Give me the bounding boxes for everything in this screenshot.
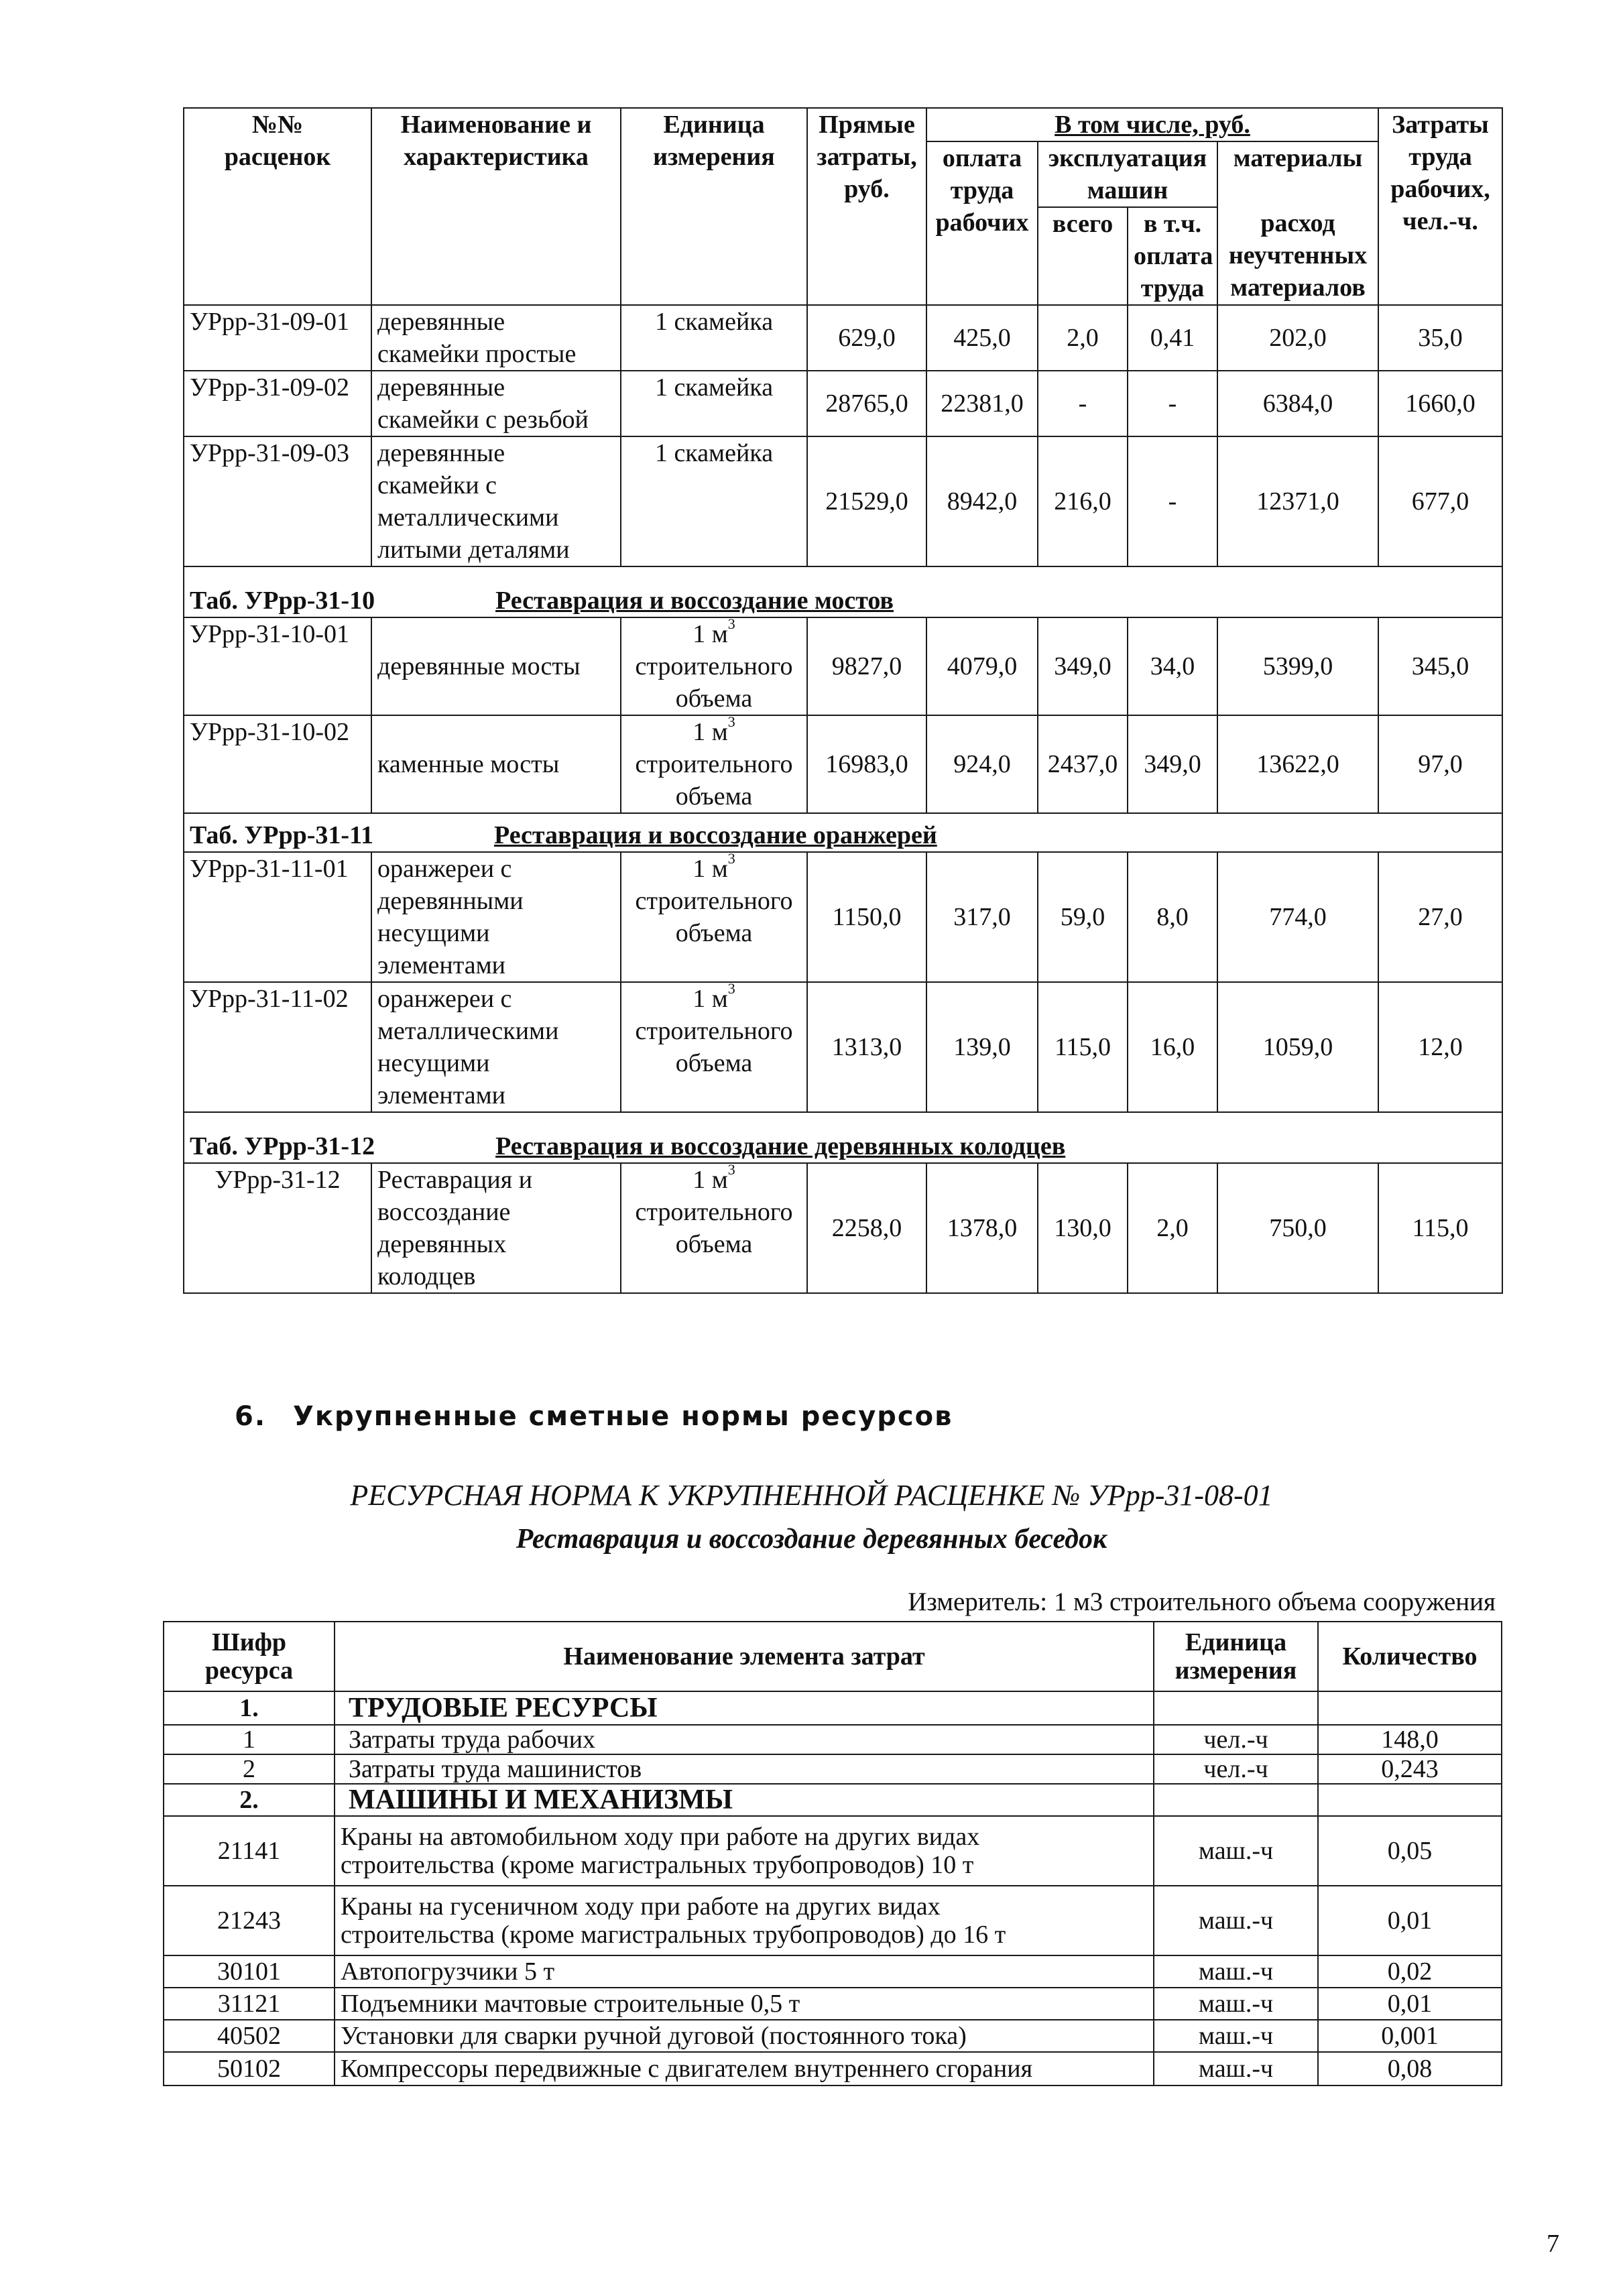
table-row	[184, 617, 1502, 715]
header-incl: В том числе, руб.	[926, 108, 1378, 141]
header-machines: эксплуатация машин	[1038, 141, 1217, 207]
rate-materials: 202,0	[1217, 305, 1378, 371]
group-number: 1.	[164, 1691, 335, 1725]
rate-unit: 1 скамейка	[621, 305, 807, 371]
table-row	[164, 1988, 1502, 2020]
resource-unit: чел.-ч	[1154, 1754, 1318, 1784]
rate-name: деревянные скамейки с резьбой	[371, 371, 621, 436]
table-section-row	[184, 813, 1502, 852]
resource-qty: 0,01	[1318, 1886, 1502, 1955]
rate-code: УРрр-31-12	[184, 1163, 371, 1293]
rates-table	[183, 107, 1503, 1294]
rate-machines-pay: 16,0	[1128, 982, 1217, 1112]
rate-machines: 59,0	[1038, 852, 1128, 982]
rate-pay: 317,0	[926, 852, 1038, 982]
resource-norm-meter: Измеритель: 1 м3 строительного объема сооружения	[908, 1587, 1496, 1616]
resource-qty: 148,0	[1318, 1725, 1502, 1754]
table-row	[184, 715, 1502, 813]
rate-code: УРрр-31-09-03	[184, 436, 371, 566]
rate-code: УРрр-31-11-01	[184, 852, 371, 982]
resource-unit: маш.-ч	[1154, 1955, 1318, 1988]
rate-pay: 4079,0	[926, 617, 1038, 715]
resource-unit: маш.-ч	[1154, 2020, 1318, 2052]
rate-labor: 12,0	[1378, 982, 1502, 1112]
rate-machines-pay: 34,0	[1128, 617, 1217, 715]
table-row	[164, 2052, 1502, 2086]
resource-unit: маш.-ч	[1154, 1988, 1318, 2020]
header-unit: Единица измерения	[621, 108, 807, 305]
rate-pay: 1378,0	[926, 1163, 1038, 1293]
rate-machines-pay: 0,41	[1128, 305, 1217, 371]
header-materials: материалы	[1217, 141, 1378, 207]
header-unit: Единица измерения	[1154, 1622, 1318, 1691]
table-row	[164, 1754, 1502, 1784]
empty-cell	[1318, 1784, 1502, 1816]
resource-name: Автопогрузчики 5 т	[335, 1955, 1154, 1988]
table-row	[184, 371, 1502, 436]
section-heading: 6. Укрупненные сметные нормы ресурсов	[235, 1401, 953, 1432]
rate-labor: 97,0	[1378, 715, 1502, 813]
rate-materials: 1059,0	[1217, 982, 1378, 1112]
rate-name: оранжереи с металлическими несущими элементами	[371, 982, 621, 1112]
rate-pay: 425,0	[926, 305, 1038, 371]
resource-name: Краны на гусеничном ходу при работе на других видах строительства (кроме магистральных трубопроводов) до 16 т	[335, 1886, 1154, 1955]
resource-unit: маш.-ч	[1154, 2052, 1318, 2086]
resource-unit: маш.-ч	[1154, 1886, 1318, 1955]
resource-qty: 0,243	[1318, 1754, 1502, 1784]
rate-pay: 8942,0	[926, 436, 1038, 566]
table-row	[164, 1886, 1502, 1955]
rate-unit: 1 $м^3$ строительного объема	[621, 617, 807, 715]
rate-unit: 1 $м^3$ строительного объема	[621, 982, 807, 1112]
table-row	[164, 1725, 1502, 1754]
rate-materials: 6384,0	[1217, 371, 1378, 436]
header-code: №№ расценок	[184, 108, 371, 305]
resource-name: Затраты труда рабочих	[335, 1725, 1154, 1754]
rate-machines: -	[1038, 371, 1128, 436]
rate-machines-pay: 2,0	[1128, 1163, 1217, 1293]
table-row	[184, 1163, 1502, 1293]
header-machines-pay: в т.ч. оплата труда	[1128, 207, 1217, 305]
rate-pay: 139,0	[926, 982, 1038, 1112]
resource-norm-table	[163, 1621, 1502, 2086]
resource-name: Подъемники мачтовые строительные 0,5 т	[335, 1988, 1154, 2020]
rate-pay: 22381,0	[926, 371, 1038, 436]
rate-name: каменные мосты	[371, 715, 621, 813]
rate-name: деревянные мосты	[371, 617, 621, 715]
rate-labor: 345,0	[1378, 617, 1502, 715]
header-quantity: Количество	[1318, 1622, 1502, 1691]
rate-direct: 1313,0	[807, 982, 926, 1112]
header-name: Наименование и характеристика	[371, 108, 621, 305]
table-section-heading: Таб. УРрр-31-11 Реставрация и воссоздание оранжерей	[184, 813, 1502, 852]
group-row	[164, 1691, 1502, 1725]
rate-labor: 1660,0	[1378, 371, 1502, 436]
rate-code: УРрр-31-10-02	[184, 715, 371, 813]
rate-labor: 115,0	[1378, 1163, 1502, 1293]
resource-code: 21141	[164, 1816, 335, 1886]
resource-name: Компрессоры передвижные с двигателем внутреннего сгорания	[335, 2052, 1154, 2086]
header-direct: Прямые затраты, руб.	[807, 108, 926, 305]
table-section-row	[184, 1112, 1502, 1163]
resource-code: 2	[164, 1754, 335, 1784]
rate-code: УРрр-31-10-01	[184, 617, 371, 715]
header-element-name: Наименование элемента затрат	[335, 1622, 1154, 1691]
rate-materials: 750,0	[1217, 1163, 1378, 1293]
rate-direct: 629,0	[807, 305, 926, 371]
resource-name: Установки для сварки ручной дуговой (постоянного тока)	[335, 2020, 1154, 2052]
rate-machines: 2,0	[1038, 305, 1128, 371]
resource-code: 30101	[164, 1955, 335, 1988]
resource-code: 1	[164, 1725, 335, 1754]
group-title: МАШИНЫ И МЕХАНИЗМЫ	[335, 1784, 1154, 1816]
table-row	[164, 1955, 1502, 1988]
rate-unit: 1 $м^3$ строительного объема	[621, 1163, 807, 1293]
rate-machines: 349,0	[1038, 617, 1128, 715]
rate-direct: 21529,0	[807, 436, 926, 566]
rate-machines-pay: 8,0	[1128, 852, 1217, 982]
page-number: 7	[1547, 2230, 1559, 2258]
rate-machines: 115,0	[1038, 982, 1128, 1112]
empty-cell	[1154, 1691, 1318, 1725]
rate-machines: 2437,0	[1038, 715, 1128, 813]
group-title: ТРУДОВЫЕ РЕСУРСЫ	[335, 1691, 1154, 1725]
table-row	[184, 436, 1502, 566]
resource-name: Затраты труда машинистов	[335, 1754, 1154, 1784]
table-section-row	[184, 566, 1502, 617]
resource-qty: 0,001	[1318, 2020, 1502, 2052]
rate-machines-pay: 349,0	[1128, 715, 1217, 813]
rate-materials: 5399,0	[1217, 617, 1378, 715]
rate-direct: 28765,0	[807, 371, 926, 436]
empty-cell	[1318, 1691, 1502, 1725]
group-row	[164, 1784, 1502, 1816]
rate-direct: 16983,0	[807, 715, 926, 813]
rate-pay: 924,0	[926, 715, 1038, 813]
table-section-heading: Таб. УРрр-31-10 Реставрация и воссоздание мостов	[184, 566, 1502, 617]
resource-code: 21243	[164, 1886, 335, 1955]
table-section-heading: Таб. УРрр-31-12 Реставрация и воссоздание деревянных колодцев	[184, 1112, 1502, 1163]
header-resource-code: Шифр ресурса	[164, 1622, 335, 1691]
rate-materials: 12371,0	[1217, 436, 1378, 566]
resource-code: 40502	[164, 2020, 335, 2052]
rate-labor: 27,0	[1378, 852, 1502, 982]
rate-materials: 13622,0	[1217, 715, 1378, 813]
rate-code: УРрр-31-09-02	[184, 371, 371, 436]
resource-unit: чел.-ч	[1154, 1725, 1318, 1754]
rate-machines: 216,0	[1038, 436, 1128, 566]
table-row	[164, 1816, 1502, 1886]
rate-code: УРрр-31-11-02	[184, 982, 371, 1112]
rate-materials: 774,0	[1217, 852, 1378, 982]
resource-qty: 0,05	[1318, 1816, 1502, 1886]
resource-qty: 0,01	[1318, 1988, 1502, 2020]
empty-cell	[1154, 1784, 1318, 1816]
resource-name: Краны на автомобильном ходу при работе на других видах строительства (кроме магистральных трубопроводов) 10 т	[335, 1816, 1154, 1886]
resource-norm-subtitle: Реставрация и воссоздание деревянных беседок	[516, 1524, 1107, 1555]
rate-unit: 1 скамейка	[621, 371, 807, 436]
rate-machines-pay: -	[1128, 371, 1217, 436]
resource-qty: 0,08	[1318, 2052, 1502, 2086]
rate-unit: 1 скамейка	[621, 436, 807, 566]
rate-unit: 1 $м^3$ строительного объема	[621, 852, 807, 982]
resource-unit: маш.-ч	[1154, 1816, 1318, 1886]
rate-machines: 130,0	[1038, 1163, 1128, 1293]
resource-qty: 0,02	[1318, 1955, 1502, 1988]
rate-direct: 1150,0	[807, 852, 926, 982]
header-labor-cost: Затраты труда рабочих, чел.-ч.	[1378, 108, 1502, 305]
header-machines-total: всего	[1038, 207, 1128, 305]
rate-name: деревянные скамейки с металлическими литыми деталями	[371, 436, 621, 566]
rate-name: Реставрация и воссоздание деревянных колодцев	[371, 1163, 621, 1293]
header-unaccounted: расход неучтенных материалов	[1217, 207, 1378, 305]
rate-labor: 677,0	[1378, 436, 1502, 566]
rate-name: деревянные скамейки простые	[371, 305, 621, 371]
table-row	[184, 305, 1502, 371]
rate-direct: 9827,0	[807, 617, 926, 715]
resource-code: 50102	[164, 2052, 335, 2086]
rate-labor: 35,0	[1378, 305, 1502, 371]
rate-direct: 2258,0	[807, 1163, 926, 1293]
table-row	[164, 2020, 1502, 2052]
group-number: 2.	[164, 1784, 335, 1816]
rate-unit: 1 $м^3$ строительного объема	[621, 715, 807, 813]
rate-machines-pay: -	[1128, 436, 1217, 566]
header-labor-pay: оплата труда рабочих	[926, 141, 1038, 305]
resource-norm-title: РЕСУРСНАЯ НОРМА К УКРУПНЕННОЙ РАСЦЕНКЕ № УРрр-31-08-01	[350, 1479, 1273, 1512]
table-row	[184, 852, 1502, 982]
table-row	[184, 982, 1502, 1112]
resource-code: 31121	[164, 1988, 335, 2020]
rate-code: УРрр-31-09-01	[184, 305, 371, 371]
rate-name: оранжереи с деревянными несущими элементами	[371, 852, 621, 982]
